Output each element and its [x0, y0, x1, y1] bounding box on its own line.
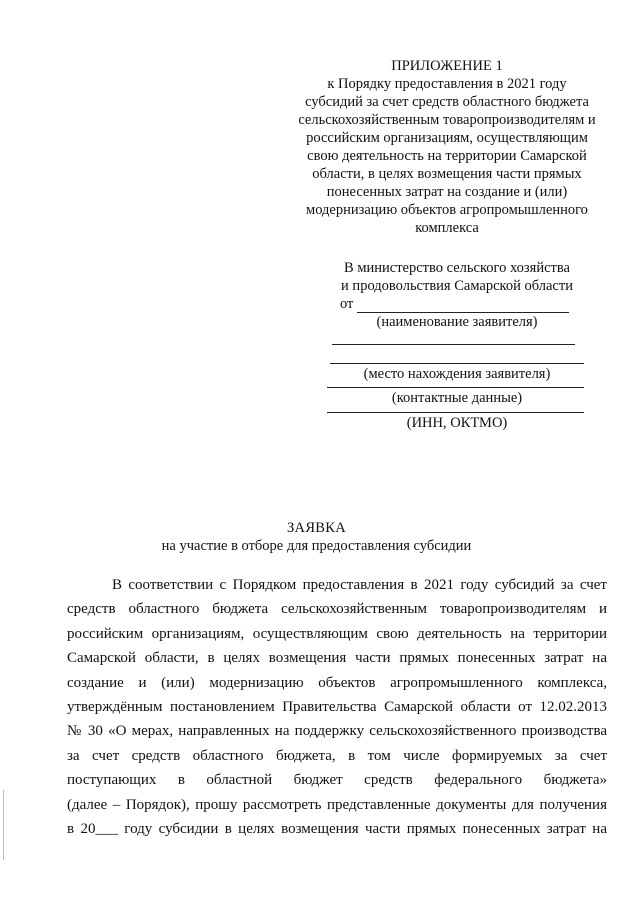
addressee-block [322, 259, 592, 432]
body-line: за счет средств областного бюджета, в том числе формируемых за счет [67, 747, 607, 764]
body-paragraph [67, 573, 607, 841]
body-line: в 20___ году субсидии в целях возмещения части прямых понесенных затрат на [67, 820, 607, 837]
appendix-line: области, в целях возмещения части прямых [312, 166, 582, 182]
location-rule [330, 363, 584, 364]
body-line: Самарской области, в целях возмещения части прямых понесенных затрат на [67, 650, 607, 667]
body-line: средств областного бюджета сельскохозяйственным товаропроизводителям и [67, 601, 607, 618]
body-line: поступающих в областной бюджет средств федерального бюджета» [67, 772, 607, 789]
contacts-hint: (контактные данные) [391, 390, 523, 406]
from-row [340, 295, 592, 313]
applicant-name-blank [357, 298, 569, 313]
inn-rule [327, 412, 584, 413]
appendix-line: субсидий за счет средств областного бюджета [305, 94, 589, 110]
appendix-line: модернизацию объектов агропромышленного [306, 202, 588, 218]
contacts-rule [327, 387, 584, 388]
appendix-line: к Порядку предоставления в 2021 году [327, 76, 567, 92]
body-line: утверждённым постановлением Правительства Самарской области от 12.02.2013 [67, 698, 607, 715]
appendix-line: свою деятельность на территории Самарской [307, 148, 587, 164]
appendix-line: сельскохозяйственным товаропроизводителям и [298, 112, 596, 128]
applicant-name-hint: (наименование заявителя) [376, 314, 538, 330]
from-label: от [340, 296, 354, 312]
addressee-line-2: и продовольствия Самарской области [341, 278, 573, 294]
body-line: В соответствии с Порядком предоставления в 2021 году субсидий за счет [112, 577, 607, 593]
appendix-header [282, 57, 612, 237]
scan-edge-artifact [3, 790, 4, 860]
title-subheading: на участие в отборе для предоставления субсидии [161, 538, 472, 554]
appendix-line: комплекса [415, 220, 479, 236]
appendix-title: ПРИЛОЖЕНИЕ 1 [391, 58, 503, 74]
location-hint: (место нахождения заявителя) [363, 366, 551, 382]
body-line: (далее – Порядок), прошу рассмотреть представленные документы для получения [67, 796, 607, 813]
appendix-line: понесенных затрат на создание и (или) [326, 184, 568, 200]
body-line: создание и (или) модернизацию объектов агропромышленного комплекса, [67, 674, 607, 691]
title-heading: ЗАЯВКА [286, 520, 347, 536]
addressee-line-1: В министерство сельского хозяйства [344, 260, 570, 276]
applicant-name-rule [332, 344, 575, 345]
body-line: российским организациям, осуществляющим свою деятельность на территории [67, 625, 607, 642]
document-title [0, 519, 633, 555]
inn-hint: (ИНН, ОКТМО) [406, 415, 508, 431]
appendix-line: российским организациям, осуществляющим [306, 130, 588, 146]
body-line: № 30 «О мерах, направленных на поддержку сельскохозяйственного производства [67, 723, 607, 740]
